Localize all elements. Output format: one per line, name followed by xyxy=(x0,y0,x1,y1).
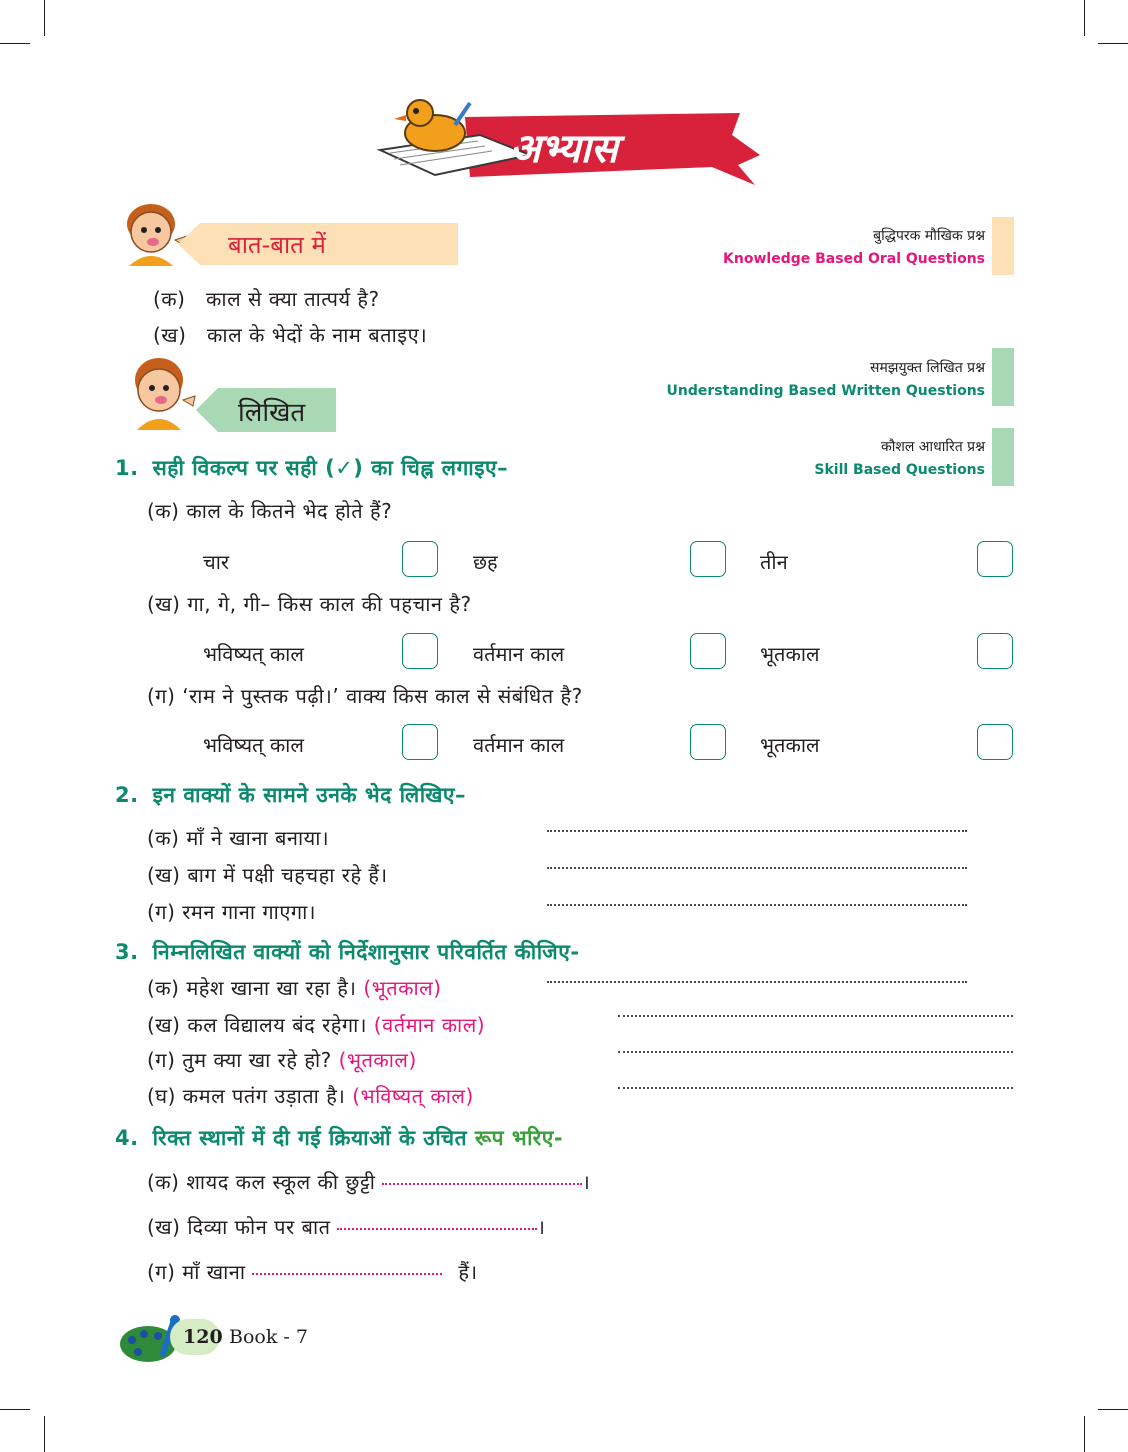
q1-option: वर्तमान काल xyxy=(473,733,565,757)
oral-side-bar xyxy=(992,217,1014,275)
skill-tag-hindi: कौशल आधारित प्रश्न xyxy=(880,439,985,455)
tense-hint: (भूतकाल) xyxy=(363,976,442,1000)
crop-mark xyxy=(44,0,45,36)
q2-answer-line[interactable] xyxy=(547,867,967,869)
oral-tag-hindi: बुद्धिपरक मौखिक प्रश्न xyxy=(873,228,985,244)
q1-heading xyxy=(115,454,508,482)
crop-mark xyxy=(1084,0,1085,36)
q2-title: इन वाक्यों के सामने उनके भेद लिखिए– xyxy=(152,783,466,807)
q1-option: वर्तमान काल xyxy=(473,642,565,666)
q1-checkbox[interactable] xyxy=(977,633,1013,669)
q2-heading xyxy=(115,781,466,809)
question-marker: (क) xyxy=(147,826,180,850)
q3-heading xyxy=(115,938,580,966)
question-text: माँ खाना xyxy=(182,1260,246,1284)
q1-number: 1. xyxy=(115,456,139,480)
question-marker: (ख) xyxy=(147,592,181,616)
question-text: ‘राम ने पुस्तक पढ़ी।’ वाक्य किस काल से संबंधित है? xyxy=(182,684,583,708)
question-text: काल के कितने भेद होते हैं? xyxy=(186,499,393,523)
tense-hint: (भूतकाल) xyxy=(338,1048,417,1072)
q4-title: रिक्त स्थानों में दी गई क्रियाओं के उचित xyxy=(152,1126,468,1150)
q2-answer-line[interactable] xyxy=(547,830,967,832)
fill-blank[interactable] xyxy=(252,1273,442,1275)
q1-title: सही विकल्प पर सही (✓) का चिह्न लगाइए– xyxy=(152,456,509,480)
q2-item xyxy=(147,898,316,925)
written-side-bar xyxy=(992,348,1014,406)
q1-item xyxy=(147,497,392,524)
sentence-end: । xyxy=(537,1215,546,1239)
q4-item xyxy=(147,1213,546,1240)
q1-checkbox[interactable] xyxy=(977,541,1013,577)
q3-item xyxy=(147,1011,485,1038)
banner-title: अभ्यास xyxy=(510,126,618,172)
tense-hint: (वर्तमान काल) xyxy=(373,1013,486,1037)
q1-checkbox[interactable] xyxy=(690,541,726,577)
book-label: Book - 7 xyxy=(229,1326,308,1348)
written-label: लिखित xyxy=(238,398,306,428)
skill-tag xyxy=(814,437,985,478)
q3-answer-line[interactable] xyxy=(547,981,967,983)
q3-number: 3. xyxy=(115,940,139,964)
crop-mark xyxy=(1098,1409,1128,1410)
question-text: शायद कल स्कूल की छुट्टी xyxy=(186,1170,376,1194)
sentence-end: । xyxy=(582,1170,591,1194)
question-text: महेश खाना खा रहा है। xyxy=(186,976,357,1000)
q1-checkbox[interactable] xyxy=(690,633,726,669)
q1-option: तीन xyxy=(760,550,788,574)
written-tag xyxy=(667,358,985,399)
q1-option: चार xyxy=(203,550,230,574)
question-marker: (घ) xyxy=(147,1084,176,1108)
crop-mark xyxy=(44,1416,45,1452)
q4-item xyxy=(147,1168,590,1195)
question-marker: (ख) xyxy=(153,323,187,347)
oral-tag xyxy=(723,226,985,267)
q2-item xyxy=(147,824,329,851)
crop-mark xyxy=(1098,43,1128,44)
q1-checkbox[interactable] xyxy=(977,724,1013,760)
q1-checkbox[interactable] xyxy=(690,724,726,760)
fill-blank[interactable] xyxy=(337,1228,537,1230)
tense-hint: (भविष्यत् काल) xyxy=(352,1084,474,1108)
q1-checkbox[interactable] xyxy=(402,724,438,760)
q1-checkbox[interactable] xyxy=(402,633,438,669)
q4-heading xyxy=(115,1124,563,1152)
question-text: कमल पतंग उड़ाता है। xyxy=(182,1084,346,1108)
oral-label: बात-बात में xyxy=(228,231,326,259)
skill-side-bar xyxy=(992,428,1014,486)
q1-checkbox[interactable] xyxy=(402,541,438,577)
abhyas-banner xyxy=(360,95,772,190)
written-tag-english: Understanding Based Written Questions xyxy=(666,383,985,399)
q4-number: 4. xyxy=(115,1126,139,1150)
q1-item xyxy=(147,682,583,709)
q3-item xyxy=(147,974,442,1001)
crop-mark xyxy=(1084,1416,1085,1452)
question-text: गा, गे, गी– किस काल की पहचान है? xyxy=(187,592,472,616)
oral-question xyxy=(153,321,427,348)
oral-tag-english: Knowledge Based Oral Questions xyxy=(723,251,985,267)
sentence-end: हैं। xyxy=(458,1260,478,1284)
q2-answer-line[interactable] xyxy=(547,904,967,906)
boy-mascot-written xyxy=(123,352,203,432)
q1-option: भविष्यत् काल xyxy=(203,733,304,757)
question-marker: (क) xyxy=(147,976,180,1000)
question-marker: (ख) xyxy=(147,1215,181,1239)
question-text: तुम क्या खा रहे हो? xyxy=(182,1048,332,1072)
q2-number: 2. xyxy=(115,783,139,807)
q3-answer-line[interactable] xyxy=(618,1051,1013,1053)
skill-tag-english: Skill Based Questions xyxy=(814,462,985,478)
written-label-band xyxy=(196,388,336,432)
question-text: रमन गाना गाएगा। xyxy=(182,900,316,924)
fill-blank[interactable] xyxy=(382,1183,582,1185)
q4-item xyxy=(147,1258,478,1285)
question-marker: (ग) xyxy=(147,900,176,924)
question-text: बाग में पक्षी चहचहा रहे हैं। xyxy=(187,863,388,887)
question-marker: (क) xyxy=(147,1170,180,1194)
question-marker: (क) xyxy=(153,287,186,311)
oral-label-band xyxy=(178,223,458,265)
written-tag-hindi: समझयुक्त लिखित प्रश्न xyxy=(870,360,985,376)
question-marker: (क) xyxy=(147,499,180,523)
q3-answer-line[interactable] xyxy=(618,1087,1013,1089)
q1-option: भूतकाल xyxy=(760,733,820,757)
question-marker: (ग) xyxy=(147,684,176,708)
q3-answer-line[interactable] xyxy=(618,1015,1013,1017)
q1-item xyxy=(147,590,472,617)
q1-option: भविष्यत् काल xyxy=(203,642,304,666)
q2-item xyxy=(147,861,388,888)
question-text: माँ ने खाना बनाया। xyxy=(186,826,330,850)
crop-mark xyxy=(0,1409,30,1410)
oral-question xyxy=(153,285,380,312)
q3-title: निम्नलिखित वाक्यों को निर्देशानुसार परिवर्तित कीजिए- xyxy=(152,940,580,964)
q3-item xyxy=(147,1082,474,1109)
question-text: कल विद्यालय बंद रहेगा। xyxy=(187,1013,367,1037)
question-text: काल के भेदों के नाम बताइए। xyxy=(207,323,428,347)
question-marker: (ख) xyxy=(147,863,181,887)
q4-title-rest: रूप भरिए- xyxy=(474,1126,564,1150)
crop-mark xyxy=(0,43,30,44)
question-text: काल से क्या तात्पर्य है? xyxy=(206,287,380,311)
question-text: दिव्या फोन पर बात xyxy=(187,1215,331,1239)
q1-option: छह xyxy=(473,550,498,574)
question-marker: (ग) xyxy=(147,1260,176,1284)
question-marker: (ग) xyxy=(147,1048,176,1072)
q3-item xyxy=(147,1046,417,1073)
page-number: 120 xyxy=(183,1326,223,1348)
q1-option: भूतकाल xyxy=(760,642,820,666)
question-marker: (ख) xyxy=(147,1013,181,1037)
